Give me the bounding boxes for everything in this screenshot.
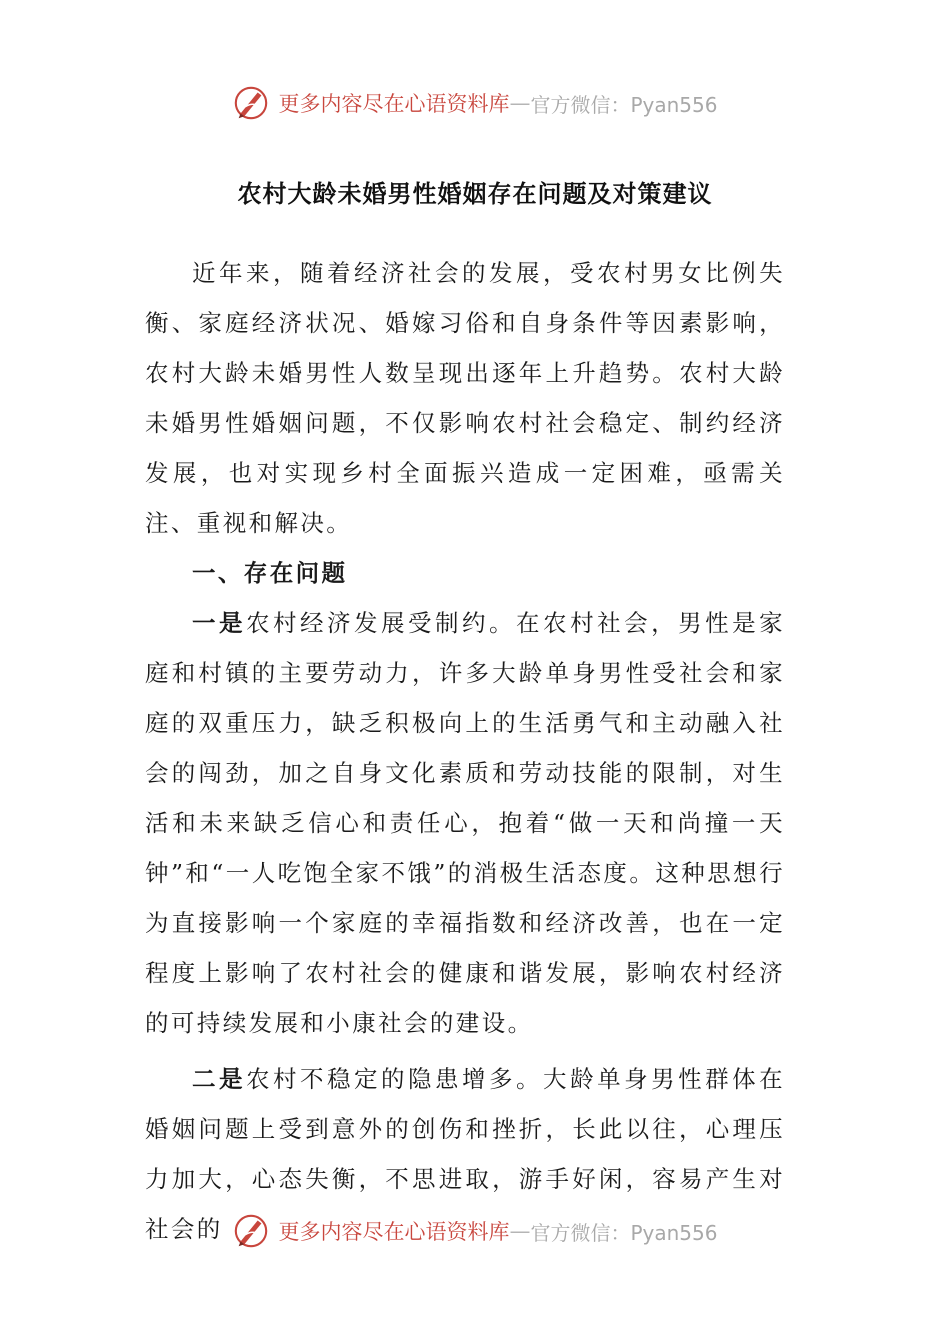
point-one-text: 农村经济发展受制约。在农村社会，男性是家庭和村镇的主要劳动力，许多大龄单身男性受社会和家庭的双重压力，缺乏积极向上的生活勇气和主动融入社会的闯劲，加之自身文化素质和劳动技能的限制，对生活和未来缺乏信心和责任心，抱着“做一天和尚撞一天钟”和“一人吃饱全家不饿”的消极生活态度。这种思想行为直接影响一个家庭的幸福指数和经济改善，也在一定程度上影响了农村社会的健康和谐发展，影响农村经济的可持续发展和小康社会的建设。 — [145, 609, 785, 1037]
point-one-paragraph — [145, 598, 785, 1048]
watermark-separator: — — [509, 91, 531, 115]
pen-circle-logo-icon — [232, 84, 270, 122]
watermark-footer — [0, 1206, 950, 1256]
watermark-text: 更多内容尽在心语资料库 — [278, 92, 510, 116]
intro-paragraph: 近年来，随着经济社会的发展，受农村男女比例失衡、家庭经济状况、婚嫁习俗和自身条件等因素影响，农村大龄未婚男性人数呈现出逐年上升趋势。农村大龄未婚男性婚姻问题，不仅影响农村社会稳定、制约经济发展，也对实现乡村全面振兴造成一定困难，亟需关注、重视和解决。 — [145, 259, 785, 537]
watermark-text: 更多内容尽在心语资料库 — [278, 1220, 510, 1244]
document-title: 农村大龄未婚男性婚姻存在问题及对策建议 — [237, 180, 713, 208]
pen-circle-logo-icon — [232, 1212, 270, 1250]
watermark-header — [0, 78, 950, 128]
watermark-separator: — — [509, 1219, 531, 1243]
watermark-wechat: 官方微信：Pyan556 — [530, 1220, 718, 1245]
section-heading: 一、存在问题 — [192, 559, 348, 587]
document-body — [145, 248, 785, 1254]
point-two-text: 农村不稳定的隐患增多。大龄单身男性群体在婚姻问题上受到意外的创伤和挫折，长此以往，心理压力加大，心态失衡，不思进取，游手好闲，容易产生对社会的 — [145, 1065, 785, 1243]
point-one-lead: 一是 — [192, 609, 247, 637]
point-two-lead: 二是 — [192, 1065, 247, 1093]
watermark-wechat: 官方微信：Pyan556 — [530, 92, 718, 117]
